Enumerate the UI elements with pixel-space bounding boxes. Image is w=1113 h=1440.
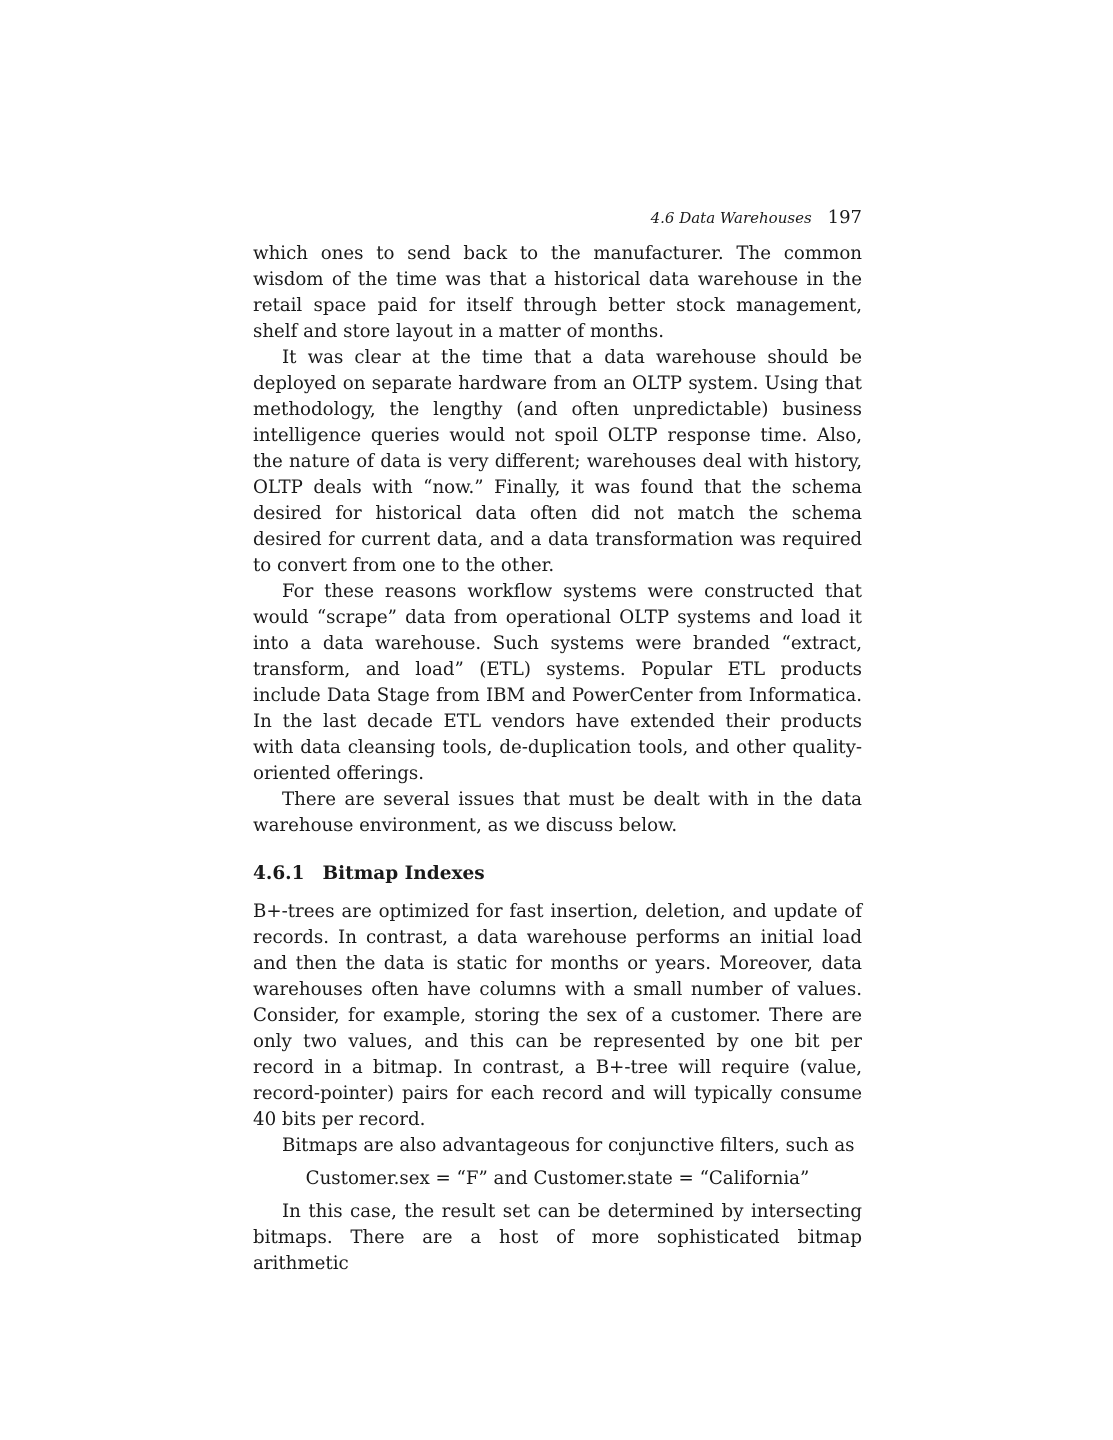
paragraph: B+-trees are optimized for fast insertion, deletion, and update of records. In contrast, a data warehouse performs an initial load and then the data is static for months or years. Moreover, data warehouses often have columns with a small number of values. Consider, for example, storing the sex of a customer. There are only two values, and this can be represented by one bit per record in a bitmap. In contrast, a B+-tree will require (value, record-pointer) pairs for each record and will typically consume 40 bits per record. bbox=[253, 901, 862, 1130]
paragraph: For these reasons workflow systems were constructed that would “scrape” data from operational OLTP systems and load it into a data warehouse. Such systems were branded “extract, transform, and load” (ETL) systems. Popular ETL products include Data Stage from IBM and PowerCenter from Informatica. In the last decade ETL vendors have extended their products with data cleansing tools, de-duplication tools, and other quality-oriented offerings. bbox=[253, 581, 862, 784]
paragraph: which ones to send back to the manufacturer. The common wisdom of the time was that a historical data warehouse in the retail space paid for itself through better stock management, shelf and store layout in a matter of months. bbox=[253, 243, 862, 342]
paragraph: In this case, the result set can be determined by intersecting bitmaps. There are a host of more sophisticated bitmap arithmetic bbox=[253, 1201, 862, 1274]
display-expression: Customer.sex = “F” and Customer.state = “California” bbox=[305, 1168, 810, 1189]
subsection-heading bbox=[253, 861, 862, 887]
subsection-title: Bitmap Indexes bbox=[322, 863, 485, 884]
running-header-section: 4.6 Data Warehouses bbox=[650, 209, 812, 227]
running-header bbox=[253, 205, 862, 231]
paragraph: There are several issues that must be dealt with in the data warehouse environment, as we discuss below. bbox=[253, 789, 862, 836]
page-number: 197 bbox=[827, 207, 862, 228]
paragraph: It was clear at the time that a data warehouse should be deployed on separate hardware from an OLTP system. Using that methodology, the lengthy (and often unpredictable) business intelligence queries would not spoil OLTP response time. Also, the nature of data is very different; warehouses deal with history, OLTP deals with “now.” Finally, it was found that the schema desired for historical data often did not match the schema desired for current data, and a data transformation was required to convert from one to the other. bbox=[253, 347, 862, 576]
book-page bbox=[253, 205, 862, 1277]
subsection-number: 4.6.1 bbox=[253, 863, 305, 884]
paragraph: Bitmaps are also advantageous for conjunctive filters, such as bbox=[282, 1135, 855, 1156]
